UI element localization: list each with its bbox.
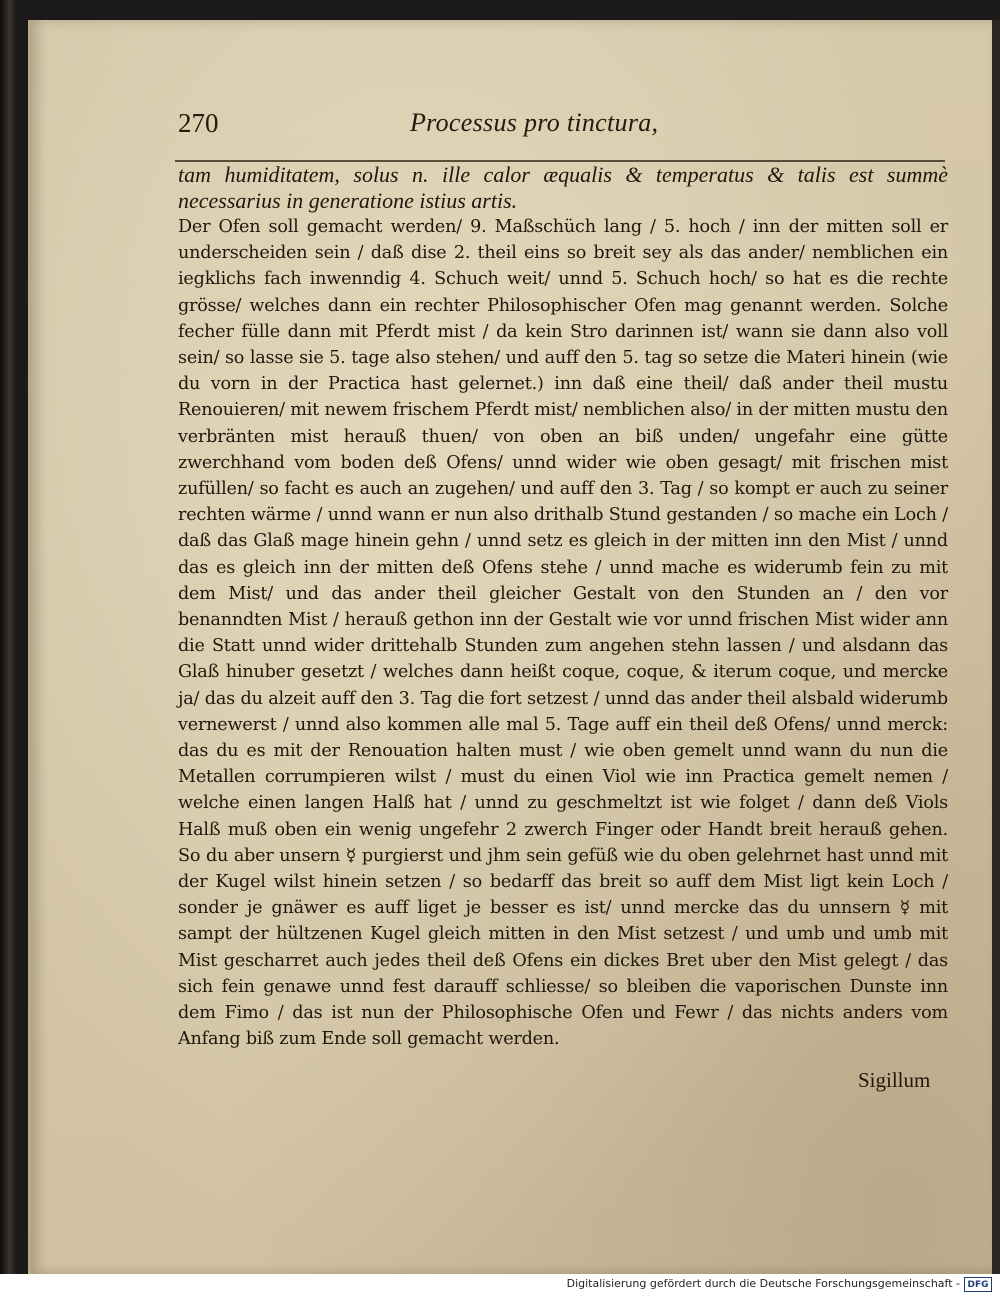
page-number: 270: [178, 108, 219, 138]
catchword: Sigillum: [858, 1068, 931, 1092]
book-binding: [0, 0, 16, 1274]
dfg-logo-icon: DFG: [964, 1277, 992, 1292]
latin-paragraph: tam humiditatem, solus n. ille calor æqualis & temperatus & talis est summè necessarius in generatione istius artis.: [178, 162, 948, 213]
page-edge: [992, 20, 1000, 1274]
funding-credit: Digitalisierung gefördert durch die Deutsche Forschungsgemeinschaft -: [566, 1277, 960, 1290]
body-text: [178, 162, 948, 1053]
german-paragraph: Der Ofen soll gemacht werden/ 9. Maßschüch lang / 5. hoch / inn der mitten soll er underscheiden sein / daß dise 2. theil eins so breit sey als das ander/ nemblichen ein iegklichs fach inwenndig 4. Schuch weit/ unnd 5. Schuch hoch/ so hat es die rechte grösse/ welches dann ein rechter Philosophischer Ofen mag genannt werden. Solche fecher fülle dann mit Pferdt mist / da kein Stro darinnen ist/ wann sie dann also voll sein/ so lasse sie 5. tage also stehen/ und auff den 5. tag so setze die Materi hinein (wie du vorn in der Practica hast gelernet.) inn daß eine theil/ daß ander theil mustu Renouieren/ mit newem frischem Pferdt mist/ nemblichen also/ in der mitten mustu den verbränten mist herauß thuen/ von oben an biß unden/ ungefahr eine gütte zwerchhand vom boden deß Ofens/ unnd wider wie oben gesagt/ mit frischen mist zufüllen/ so facht es auch an zugehen/ und auff den 3. Tag / so kompt er auch zu seiner rechten wärme / unnd wann er nun also drithalb Stund gestanden / so mache ein Loch / daß das Glaß mage hinein gehn / unnd setz es gleich in der mitten inn den Mist / unnd das es gleich inn der mitten deß Ofens stehe / unnd mache es widerumb fein zu mit dem Mist/ und das ander theil gleicher Gestalt von den Stunden an / den vor benanndten Mist / herauß gethon inn der Gestalt wie vor unnd frischen Mist wider ann die Statt unnd wider drittehalb Stunden zum angehen stehn lassen / und alsdann das Glaß hinuber gesetzt / welches dann heißt coque, coque, & iterum coque, und mercke ja/ das du alzeit auff den 3. Tag die fort setzest / unnd das ander theil alsbald widerumb vernewerst / unnd also kommen alle mal 5. Tage auff ein theil deß Ofens/ unnd merck: das du es mit der Renouation halten must / wie oben gemelt unnd wann du nun die Metallen corrumpieren wilst / must du einen Viol wie inn Practica gemelt nemen / welche einen langen Halß hat / unnd zu geschmeltzt ist wie folget / dann deß Viols Halß muß oben ein wenig ungefehr 2 zwerch Finger oder Handt breit herauß gehen. So du aber unsern ☿ purgierst und jhm sein gefüß wie du oben gelehrnet hast unnd mit der Kugel wilst hinein setzen / so bedarff das breit so auff dem Mist ligt kein Loch / sonder je gnäwer es auff liget je besser es ist/ unnd mercke das du unnsern ☿ mit sampt der hültzenen Kugel gleich mitten in den Mist setzest / und umb und umb mit Mist gescharret auch jedes theil deß Ofens ein dickes Bret uber den Mist gelegt / das sich fein genawe unnd fest darauff schliesse/ so bleiben die vaporischen Dunste inn dem Fimo / das ist nun der Philosophische Ofen und Fewr / das nichts anders vom Anfang biß zum Ende soll gemacht werden.: [178, 217, 948, 1050]
page-header: [148, 108, 948, 148]
footer-bar: [0, 1274, 1000, 1296]
running-title: Processus pro tinctura,: [410, 108, 659, 137]
